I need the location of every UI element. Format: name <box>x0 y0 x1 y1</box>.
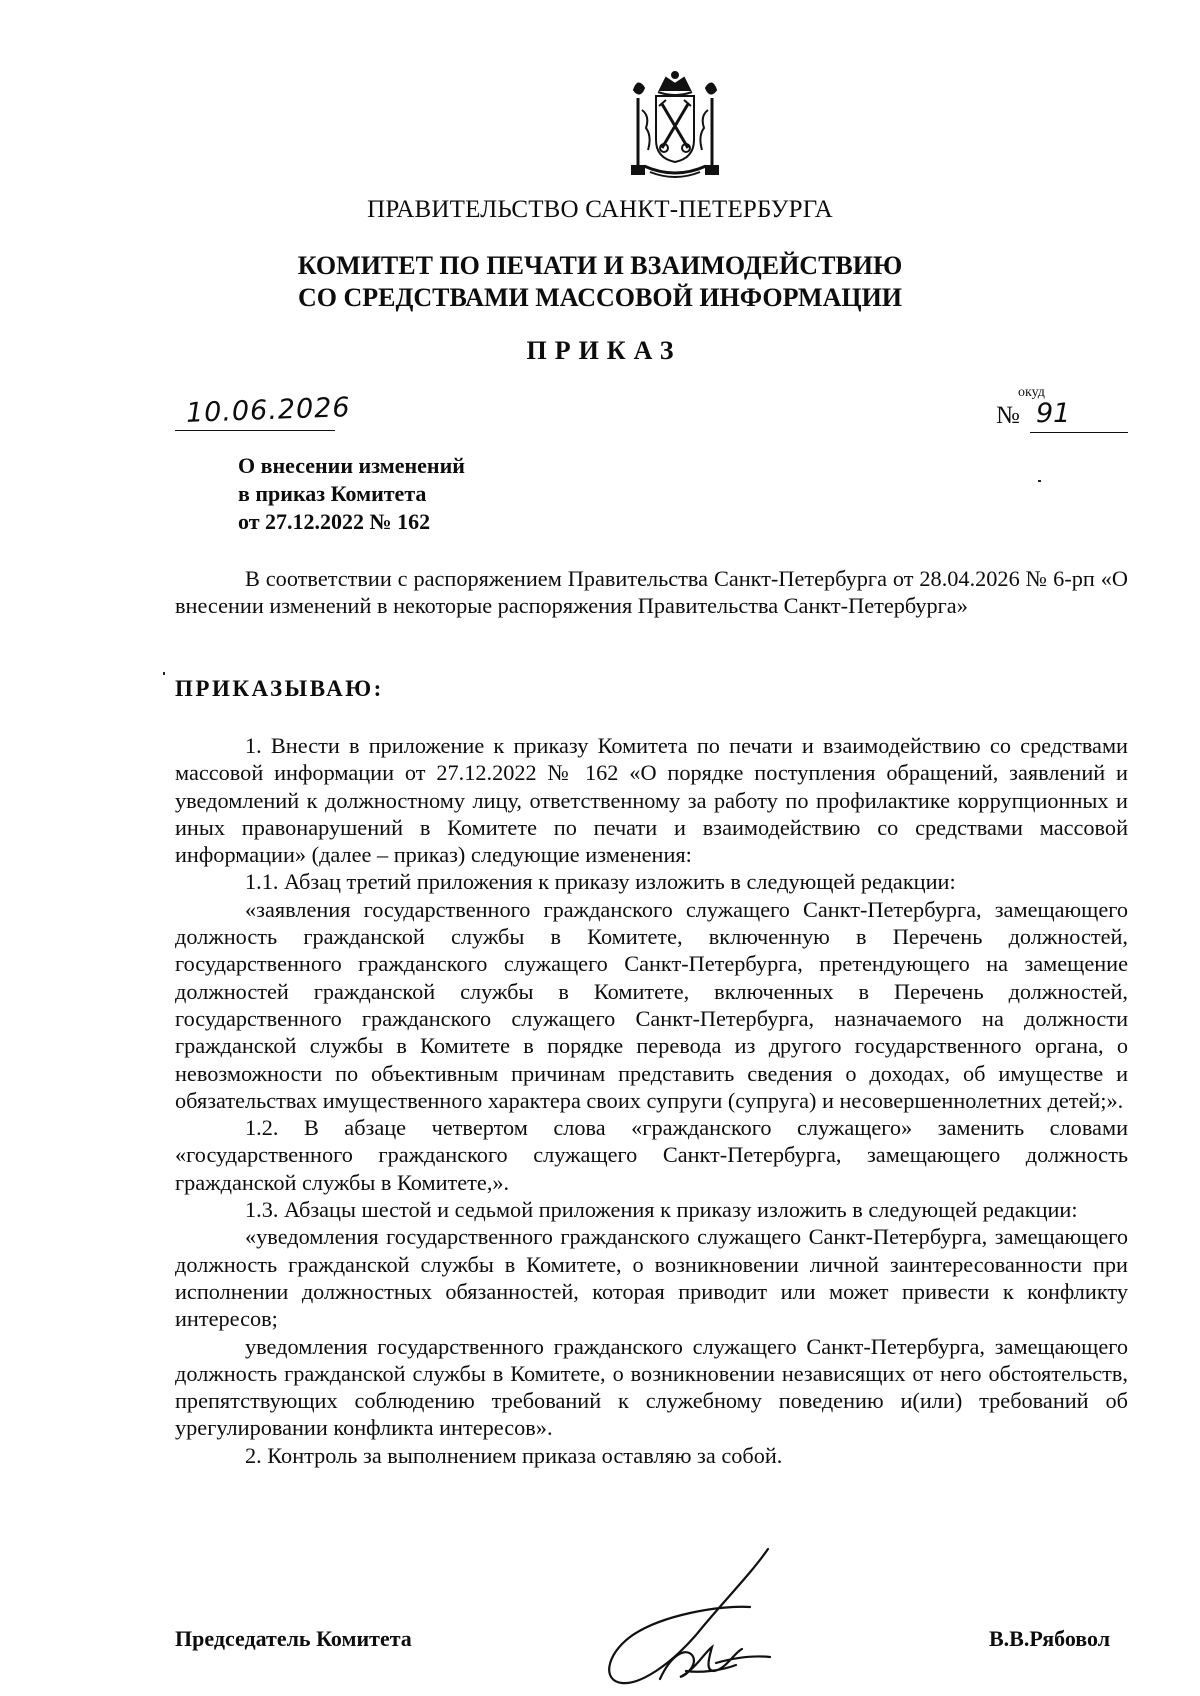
committee-name-line-1: КОМИТЕТ ПО ПЕЧАТИ И ВЗАИМОДЕЙСТВИЮ <box>297 251 903 280</box>
saint-petersburg-coat-of-arms-icon <box>628 70 722 182</box>
signatory-role: Председатель Комитета <box>175 1626 412 1651</box>
paragraph-1-2: 1.2. В абзаце четвертом слова «гражданского служащего» заменить словами «государственного гражданского служащего Санкт-Петербурга, замещающего должность гражданской службы в Комитете,». <box>175 1115 1128 1195</box>
paragraph-1-3: 1.3. Абзацы шестой и седьмой приложения к приказу изложить в следующей редакции: <box>245 1197 1078 1223</box>
government-title: ПРАВИТЕЛЬСТВО САНКТ-ПЕТЕРБУРГА <box>367 196 833 223</box>
subject-line-2: в приказ Комитета <box>238 481 427 506</box>
order-body <box>175 732 1128 1469</box>
subject-line-1: О внесении изменений <box>238 453 465 478</box>
signatory-name: В.В.Рябовол <box>989 1626 1111 1651</box>
scan-speck <box>1038 480 1041 482</box>
committee-name <box>0 250 1200 314</box>
paragraph-1: 1. Внести в приложение к приказу Комитета по печати и взаимодействию со средствами массовой информации от 27.12.2022 № 162 «О порядке поступления обращений, заявлений и уведомлений к должностному лицу, ответственному за работу по профилактике коррупционных и иных правонарушений в Комитете по печати и взаимодействию со средствами массовой информации» (далее – приказ) следующие изменения: <box>175 733 1128 868</box>
number-sign: № <box>996 402 1020 429</box>
paragraph-1-1: 1.1. Абзац третий приложения к приказу изложить в следующей редакции: <box>245 869 956 895</box>
document-type: ПРИКАЗ <box>526 336 682 365</box>
scan-speck <box>163 672 165 675</box>
number-underline <box>1030 432 1128 433</box>
document-date: 10.06.2026 <box>185 392 352 429</box>
preamble-text: В соответствии с распоряжением Правительства Санкт-Петербурга от 28.04.2026 № 6-рп «О внесении изменений в некоторые распоряжения Правительства Санкт-Петербурга» <box>175 566 1128 619</box>
okud-label: окуд <box>1018 385 1045 400</box>
paragraph-2: 2. Контроль за выполнением приказа оставляю за собой. <box>245 1442 783 1468</box>
date-underline <box>175 430 335 431</box>
paragraph-1-3-quote-a: «уведомления государственного гражданского служащего Санкт-Петербурга, замещающего должность гражданской службы в Комитете, о возникновении личной заинтересованности при исполнении должностных обязанностей, которая приводит или может привести к конфликту интересов; <box>175 1224 1128 1332</box>
document-number: 91 <box>1036 398 1071 429</box>
preamble <box>175 565 1128 620</box>
subject-line-3: от 27.12.2022 № 162 <box>238 509 431 534</box>
paragraph-1-1-quote: «заявления государственного гражданского служащего Санкт-Петербурга, замещающего должность гражданской службы в Комитете, включенную в Перечень должностей, государственного гражданского служащего Санкт-Петербурга, претендующего на замещение должностей гражданской службы в Комитете, включенных в Перечень должностей, государственного гражданского служащего Санкт-Петербурга, назначаемого на должности гражданской службы в Комитете в порядке перевода из другого государственного органа, о невозможности по объективным причинам представить сведения о доходах, об имуществе и обязательствах имущественного характера своих супруги (супруга) и несовершеннолетних детей;». <box>175 896 1128 1113</box>
paragraph-1-3-quote-b: уведомления государственного гражданского служащего Санкт-Петербурга, замещающего должность гражданской службы в Комитете, о возникновении независящих от него обстоятельств, препятствующих соблюдению требований к служебному поведению и(или) требований об урегулировании конфликта интересов». <box>175 1333 1128 1441</box>
decree-word: ПРИКАЗЫВАЮ: <box>175 676 384 701</box>
handwritten-signature-icon <box>600 1545 800 1693</box>
committee-name-line-2: СО СРЕДСТВАМИ МАССОВОЙ ИНФОРМАЦИИ <box>297 283 903 312</box>
document-subject <box>238 452 465 536</box>
